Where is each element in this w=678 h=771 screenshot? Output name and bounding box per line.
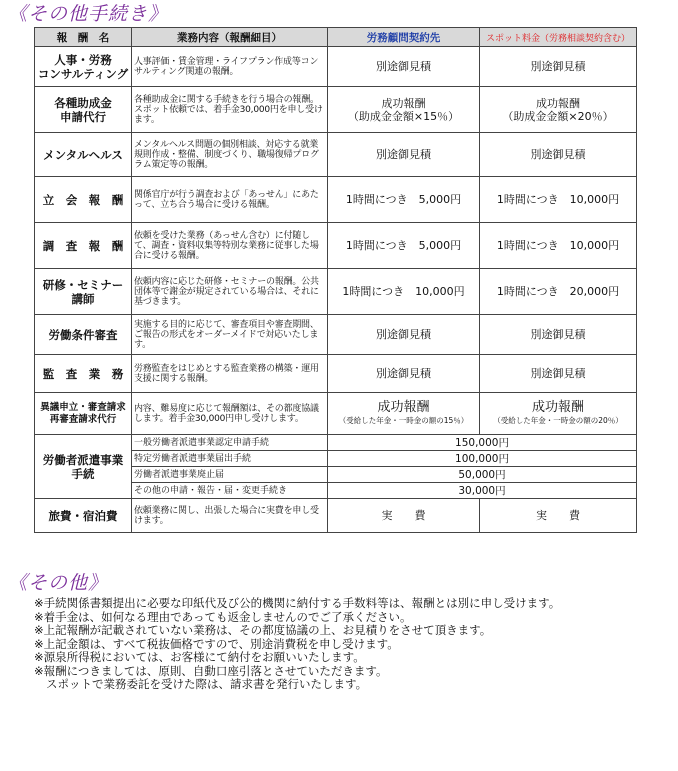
note-item: ※報酬につきましては、原則、自動口座引落とさせていただきます。: [34, 663, 388, 678]
fee-description: 関係官庁が行う調査および「あっせん」にあたって、立ち合う場合に受ける報酬。: [132, 177, 328, 223]
fee-description: 労務監査をはじめとする監査業務の構築・運用支援に関する報酬。: [132, 355, 328, 393]
note-item: ※上記金額は、すべて税抜価格ですので、別途消費税を申し受けます。: [34, 636, 399, 651]
fee-description: 依頼を受けた業務（あっせん含む）に付随して、調査・資料収集等特別な業務に従事した場合に受ける報酬。: [132, 223, 328, 269]
advisory-price: 別途御見積: [328, 133, 480, 177]
fee-description: 各種助成金に関する手続きを行う場合の報酬。スポット依頼では、着手金30,000円を申し受けます。: [132, 87, 328, 133]
spot-price: [480, 393, 637, 435]
table-header-row: [35, 28, 637, 47]
header-description: 業務内容（報酬細目）: [132, 28, 328, 47]
spot-price: 1時間につき 10,000円: [480, 177, 637, 223]
table-row: [35, 47, 637, 87]
spot-price: 別途御見積: [480, 315, 637, 355]
notes-list: [34, 597, 634, 692]
advisory-price: [328, 393, 480, 435]
fee-description: 内容、難易度に応じて報酬額は、その都度協議します。着手金30,000円申し受けします。: [132, 393, 328, 435]
fee-name: メンタルヘルス: [35, 133, 132, 177]
table-row: [35, 177, 637, 223]
spot-price: 別途御見積: [480, 47, 637, 87]
spot-price: 実 費: [480, 499, 637, 533]
advisory-price: 1時間につき 10,000円: [328, 269, 480, 315]
fee-description: 特定労働者派遣事業届出手続: [132, 451, 328, 467]
fee-name: 旅費・宿泊費: [35, 499, 132, 533]
spot-price-note: （受給した年金・一時金の額の20％）: [493, 415, 623, 425]
header-fee-name: 報 酬 名: [35, 28, 132, 47]
note-item: ※手続関係書類提出に必要な印紙代及び公的機関に納付する手数料等は、報酬とは別に申し受けます。: [34, 596, 561, 610]
advisory-price: 成功報酬 （助成金金額×15％）: [328, 87, 480, 133]
fee-name: 人事・労務 コンサルティング: [35, 47, 132, 87]
advisory-price: 1時間につき 5,000円: [328, 223, 480, 269]
fee-name: 労働者派遣事業 手続: [35, 435, 132, 499]
fee-description: その他の申請・報告・届・変更手続き: [132, 483, 328, 499]
fee-name: 調 査 報 酬: [35, 223, 132, 269]
spot-price: 別途御見積: [480, 133, 637, 177]
advisory-price: 1時間につき 5,000円: [328, 177, 480, 223]
spot-price: 1時間につき 10,000円: [480, 223, 637, 269]
advisory-price: 実 費: [328, 499, 480, 533]
table-row: [35, 87, 637, 133]
advisory-price: 別途御見積: [328, 355, 480, 393]
note-item: ※源泉所得税においては、お客様にて納付をお願いいたします。: [34, 650, 365, 664]
fee-name: 監 査 業 務: [35, 355, 132, 393]
fee-description: 人事評価・賃金管理・ライフプラン作成等コンサルティング関連の報酬。: [132, 47, 328, 87]
section-heading-main: 《その他手続き》: [8, 3, 169, 25]
advisory-price-note: （受給した年金・一時金の額の15％）: [338, 415, 469, 425]
fee-description: 依頼内容に応じた研修・セミナーの報酬。公共団体等で謝金が規定されている場合は、それに基づきます。: [132, 269, 328, 315]
fee-name: 異議申立・審査請求 再審査請求代行: [35, 393, 132, 435]
advisory-price-main: 成功報酬: [377, 399, 430, 415]
table-row: [35, 223, 637, 269]
fee-name: 労働条件審査: [35, 315, 132, 355]
advisory-price: 別途御見積: [328, 315, 480, 355]
spot-price-main: 成功報酬: [531, 399, 584, 415]
shared-price: 50,000円: [328, 467, 637, 483]
fee-description: 一般労働者派遣事業認定申請手続: [132, 435, 328, 451]
shared-price: 100,000円: [328, 451, 637, 467]
header-spot-fee: スポット料金（労務相談契約含む）: [480, 28, 637, 47]
table-row: [35, 435, 637, 451]
fee-description: 依頼業務に関し、出張した場合に実費を申し受けます。: [132, 499, 328, 533]
note-item: ※着手金は、如何なる理由であっても返金しませんのでご了承ください。: [34, 609, 412, 624]
fee-description: 実施する目的に応じて、審査項目や審査期間、ご報告の形式をオーダーメイドで対応いたします。: [132, 315, 328, 355]
table-row: [35, 355, 637, 393]
fee-name: 研修・セミナー 講師: [35, 269, 132, 315]
fee-table: [34, 27, 637, 533]
note-item: ※上記報酬が記載されていない業務は、その都度協議の上、お見積りをさせて頂きます。: [34, 623, 492, 637]
spot-price: 成功報酬 （助成金金額×20％）: [480, 87, 637, 133]
table-row: [35, 133, 637, 177]
spot-price: 別途御見積: [480, 355, 637, 393]
table-row: [35, 393, 637, 435]
fee-name: 各種助成金 申請代行: [35, 87, 132, 133]
shared-price: 30,000円: [328, 483, 637, 499]
table-row: [35, 269, 637, 315]
note-item: スポットで業務委託を受けた際は、請求書を発行いたします。: [46, 677, 368, 691]
section-heading-other: 《その他》: [8, 572, 109, 594]
advisory-price: 別途御見積: [328, 47, 480, 87]
fee-description: 労働者派遣事業廃止届: [132, 467, 328, 483]
fee-name: 立 会 報 酬: [35, 177, 132, 223]
table-row: [35, 499, 637, 533]
fee-description: メンタルヘルス問題の個別相談、対応する就業規則作成・整備、制度づくり、職場復帰プログラム策定等の報酬。: [132, 133, 328, 177]
spot-price: 1時間につき 20,000円: [480, 269, 637, 315]
header-advisory-client: 労務顧問契約先: [328, 28, 480, 47]
table-row: [35, 315, 637, 355]
shared-price: 150,000円: [328, 435, 637, 451]
